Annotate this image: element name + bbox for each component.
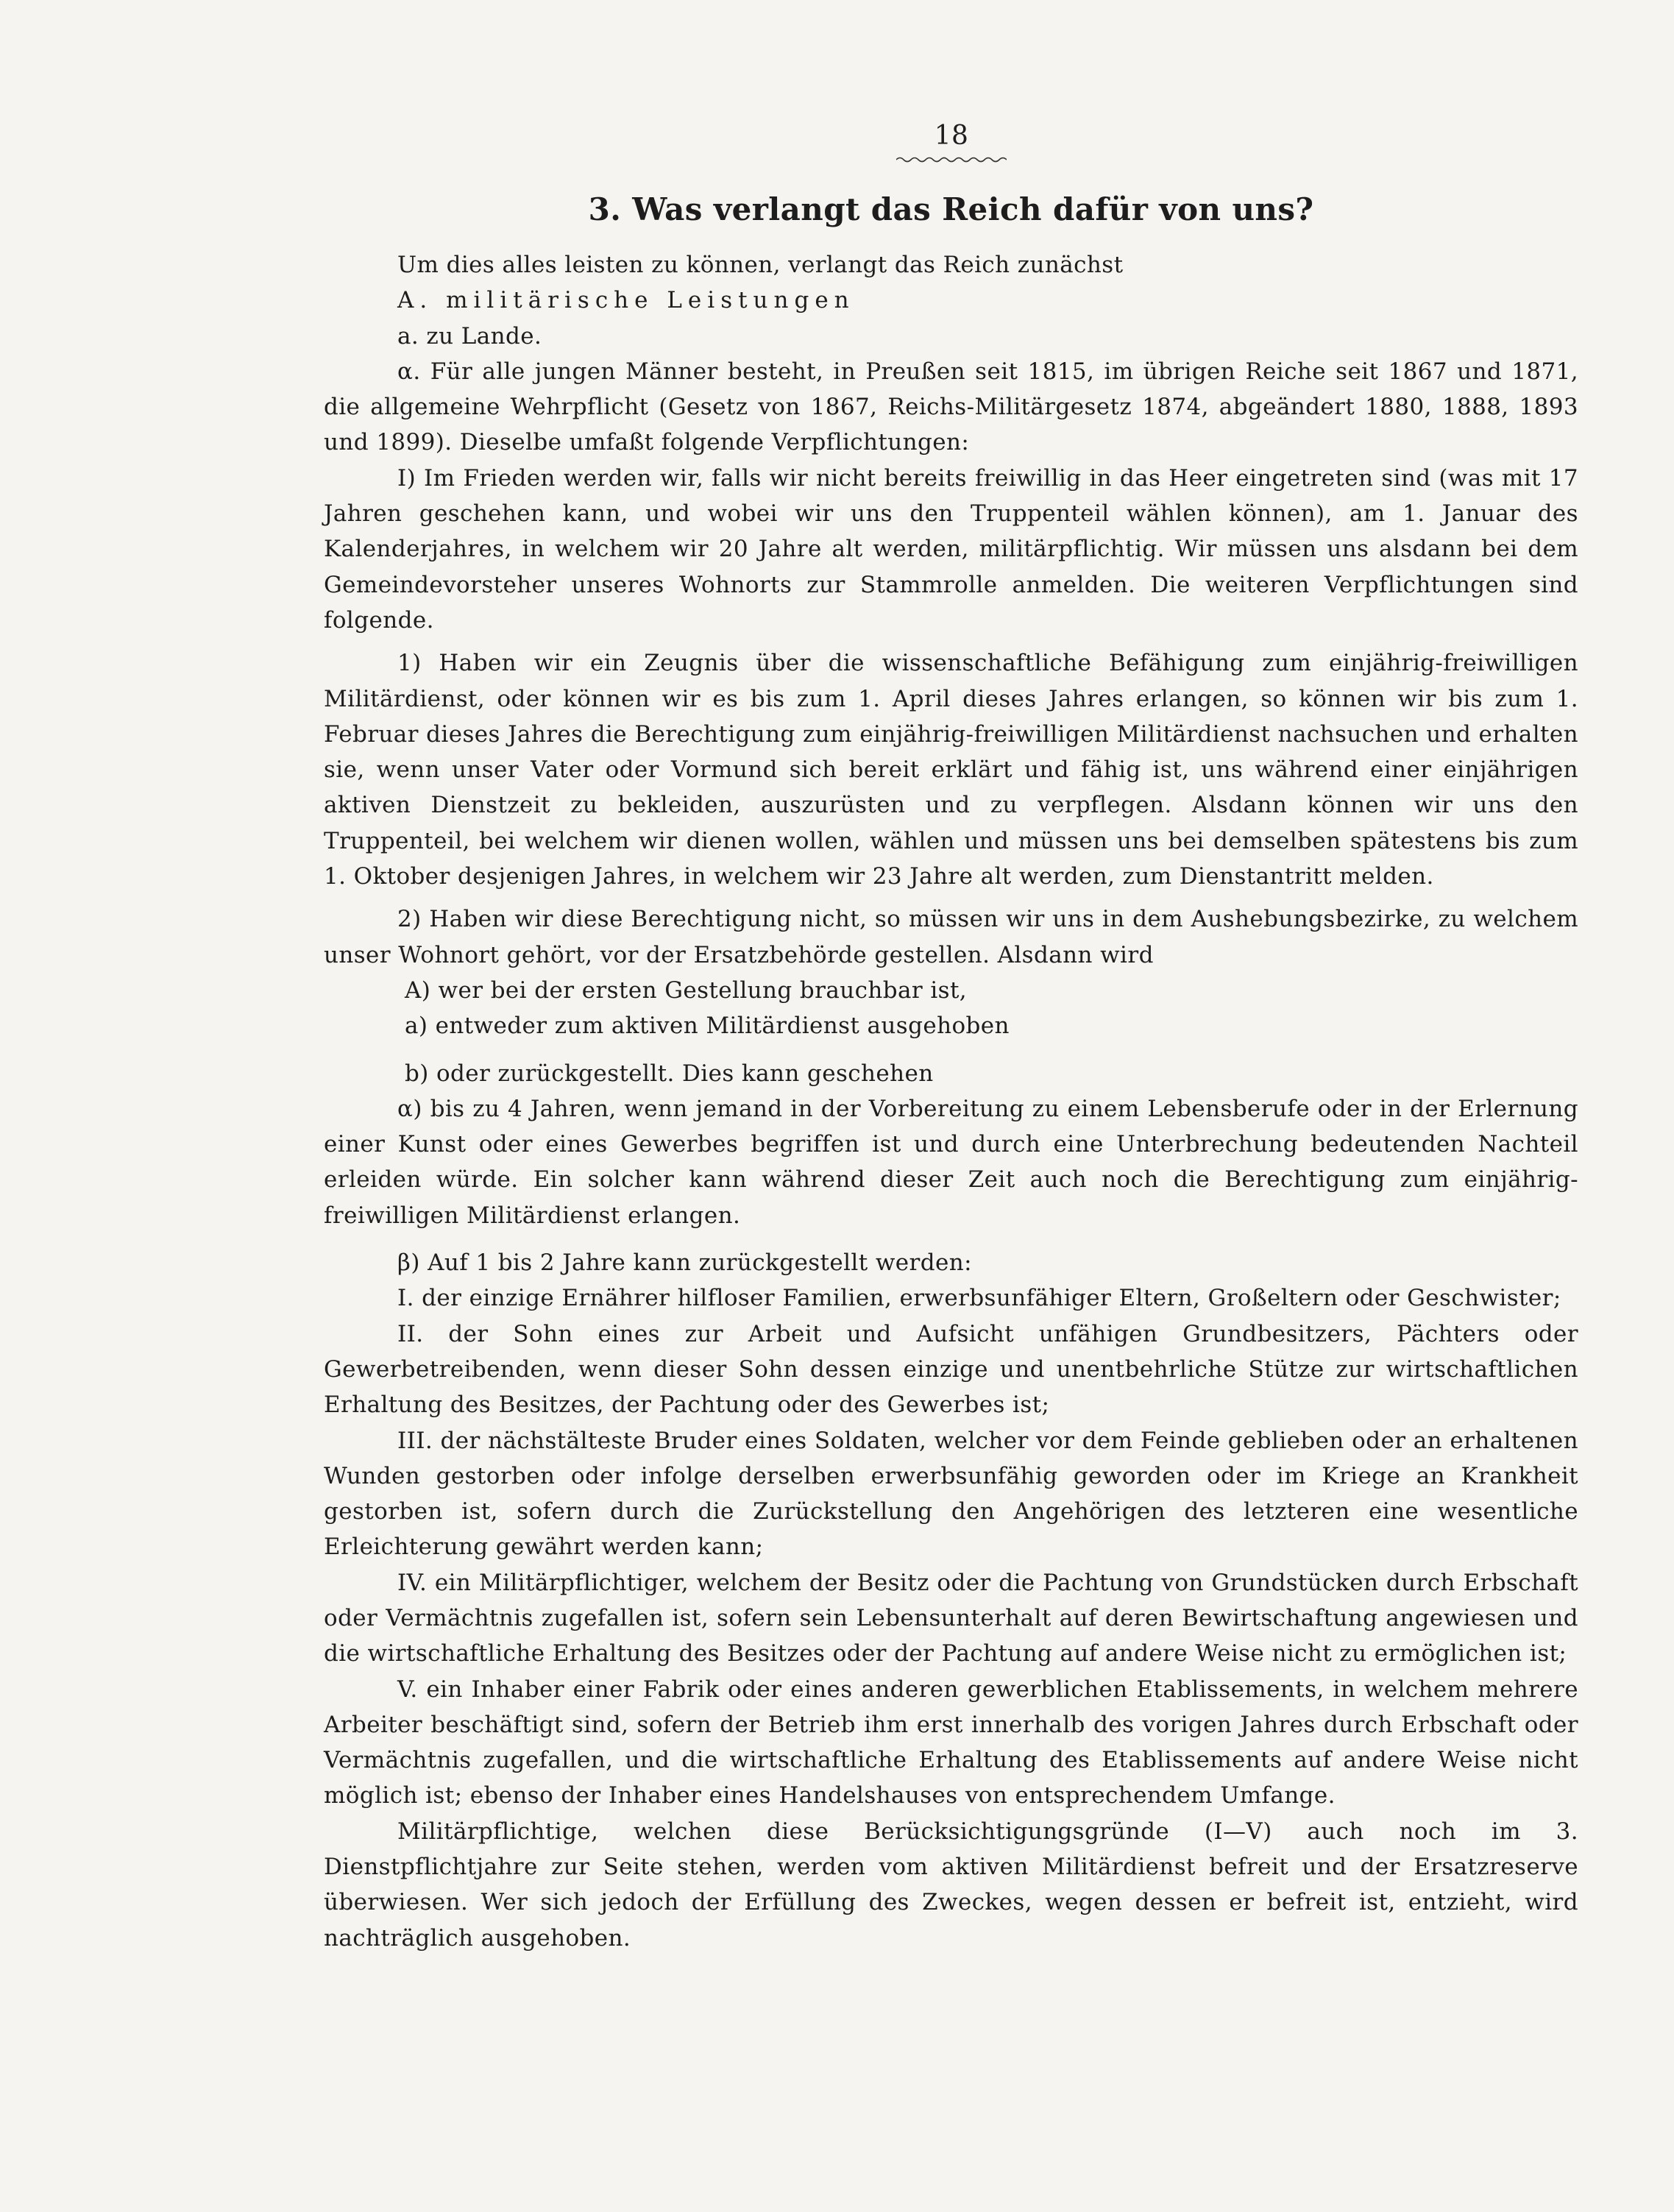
page-text-block: [324, 118, 1578, 1956]
subsection-a-title: a. zu Lande.: [397, 322, 542, 350]
list-item-I: I. der einzige Ernährer hilfloser Familien, erwerbsunfähiger Eltern, Großeltern oder Geschwister;: [397, 1285, 1561, 1312]
paragraph-roman-1: I) Im Frieden werden wir, falls wir nicht bereits freiwillig in das Heer eingetreten sind (was mit 17 Jahren geschehen kann, und wobei wir uns den Truppenteil wählen können), am 1. Januar des Kalenderjahres, in welchem wir 20 Jahre alt werden, militärpflichtig. Wir müssen uns alsdann bei dem Gemeindevorsteher unseres Wohnorts zur Stammrolle anmelden. Die weiteren Verpflichtungen sind folgende.: [324, 464, 1578, 634]
intro-line: Um dies alles leisten zu können, verlangt das Reich zunächst: [397, 252, 1124, 278]
paragraph-point-2: 2) Haben wir diese Berechtigung nicht, so müssen wir uns in dem Aushebungsbezirke, zu welchem unser Wohnort gehört, vor der Ersatzbehörde gestellen. Alsdann wird: [324, 906, 1578, 968]
paragraph-alpha: α. Für alle jungen Männer besteht, in Preußen seit 1815, im übrigen Reiche seit 1867 und 1871, die allgemeine Wehrpflicht (Gesetz von 1867, Reichs-Militärgesetz 1874, abgeändert 1880, 1888, 1893 und 1899). Dieselbe umfaßt folgende Verpflichtungen:: [324, 358, 1578, 456]
list-item-III: III. der nächstälteste Bruder eines Soldaten, welcher vor dem Feinde geblieben oder an erhaltenen Wunden gestorben oder infolge derselben erwerbsunfähig geworden oder im Kriege an Krankheit gestorben ist, sofern durch die Zurückstellung den Angehörigen des letzteren eine wesentliche Erleichterung gewährt werden kann;: [324, 1427, 1578, 1561]
page-number: 18: [934, 121, 969, 151]
list-item-II: II. der Sohn eines zur Arbeit und Aufsicht unfähigen Grundbesitzers, Pächters oder Gewerbetreibenden, wenn dieser Sohn dessen einzige und unentbehrliche Stütze zur wirtschaftlichen Erhaltung des Besitzes, der Pachtung oder des Gewerbes ist;: [324, 1320, 1578, 1419]
item-2-b: b) oder zurückgestellt. Dies kann geschehen: [405, 1060, 934, 1087]
paragraph-alpha-2: α) bis zu 4 Jahren, wenn jemand in der Vorbereitung zu einem Lebensberufe oder in der Erlernung einer Kunst oder eines Gewerbes begriffen ist und durch eine Unterbrechung bedeutenden Nachteil erleiden würde. Ein solcher kann während dieser Zeit auch noch die Berechtigung zum einjährig-freiwilligen Militärdienst erlangen.: [324, 1095, 1578, 1229]
paragraph-point-1: 1) Haben wir ein Zeugnis über die wissenschaftliche Befähigung zum einjährig-freiwilligen Militärdienst, oder können wir es bis zum 1. April dieses Jahres erlangen, so können wir bis zum 1. Februar dieses Jahres die Berechtigung zum einjährig-freiwilligen Militärdienst nachsuchen und erhalten sie, wenn unser Vater oder Vormund sich bereit erklärt und fähig ist, uns während einer einjährigen aktiven Dienstzeit zu bekleiden, auszurüsten und zu verpflegen. Alsdann können wir uns den Truppenteil, bei welchem wir dienen wollen, wählen und müssen uns bei demselben spätestens bis zum 1. Oktober desjenigen Jahres, in welchem wir 23 Jahre alt werden, zum Dienstantritt melden.: [324, 650, 1578, 890]
section-heading: 3. Was verlangt das Reich dafür von uns?: [588, 191, 1314, 227]
list-item-IV: IV. ein Militärpflichtiger, welchem der Besitz oder die Pachtung von Grundstücken durch Erbschaft oder Vermächtnis zugefallen ist, sofern sein Lebensunterhalt auf deren Bewirtschaftung angewiesen und die wirtschaftliche Erhaltung des Besitzes oder der Pachtung auf andere Weise nicht zu ermöglichen ist;: [324, 1569, 1578, 1667]
list-item-V: V. ein Inhaber einer Fabrik oder eines anderen gewerblichen Etablissements, in welchem mehrere Arbeiter beschäftigt sind, sofern der Betrieb ihm erst innerhalb des vorigen Jahres durch Erbschaft oder Vermächtnis zugefallen, und die wirtschaftliche Erhaltung des Etablissements auf andere Weise nicht möglich ist; ebenso der Inhaber eines Handelshauses von entsprechendem Umfange.: [324, 1676, 1578, 1809]
wavy-rule-ornament: [896, 155, 1007, 165]
item-2-a: a) entweder zum aktiven Militärdienst ausgehoben: [405, 1013, 1010, 1040]
item-2-A: A) wer bei der ersten Gestellung brauchbar ist,: [405, 976, 968, 1004]
paragraph-closing: Militärpflichtige, welchen diese Berücksichtigungsgründe (I—V) auch noch im 3. Dienstpflichtjahre zur Seite stehen, werden vom aktiven Militärdienst befreit und der Ersatzreserve überwiesen. Wer sich jedoch der Erfüllung des Zweckes, wegen dessen er befreit ist, entzieht, wird nachträglich ausgehoben.: [324, 1818, 1578, 1952]
section-a-title: A. militärische Leistungen: [397, 287, 855, 314]
paragraph-beta: β) Auf 1 bis 2 Jahre kann zurückgestellt werden:: [397, 1249, 972, 1277]
